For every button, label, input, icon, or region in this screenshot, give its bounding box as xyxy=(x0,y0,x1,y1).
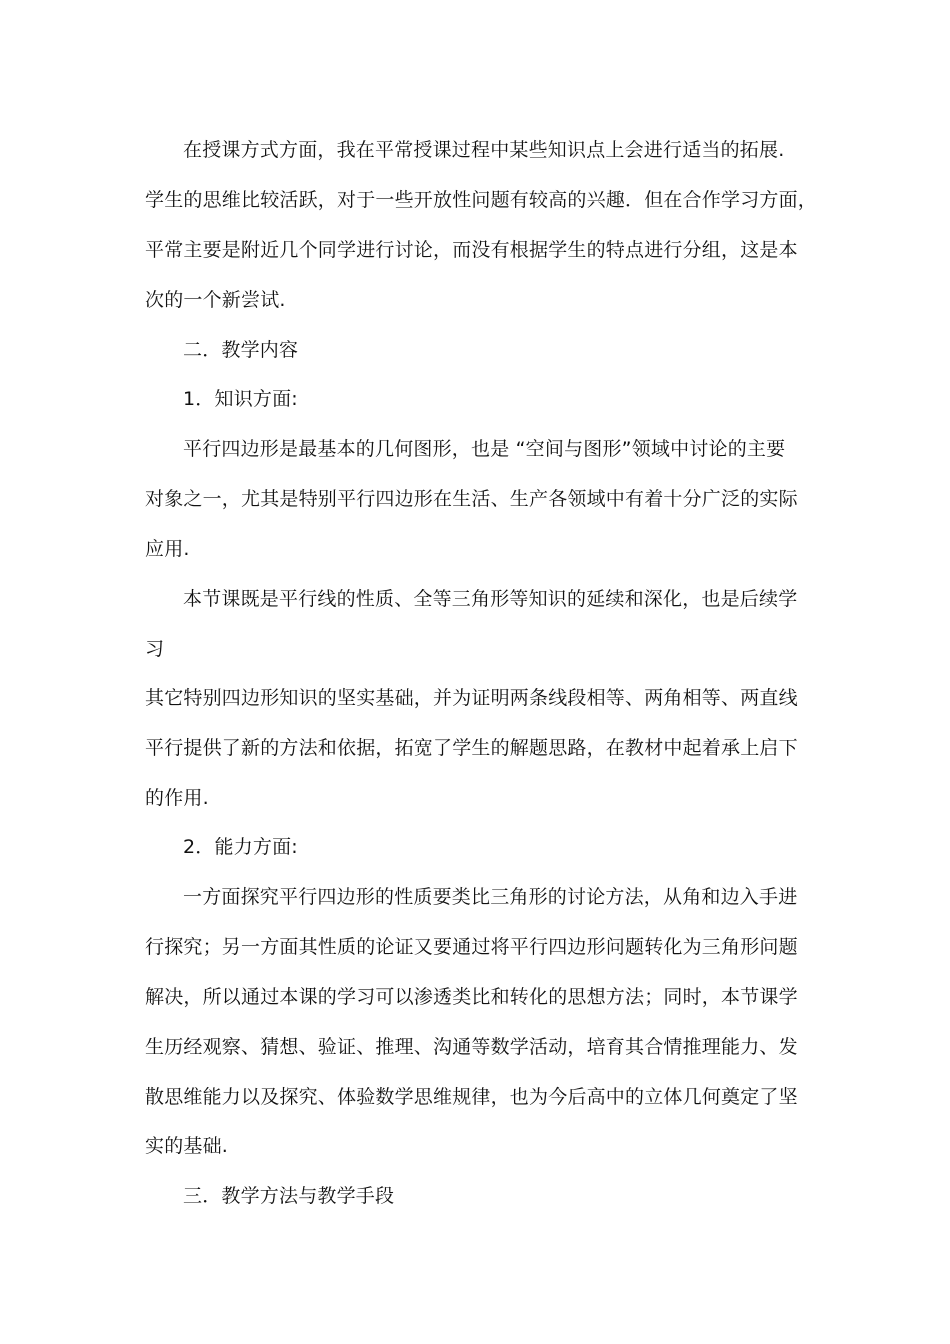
subsection-heading: 1．知识方面: xyxy=(183,388,298,410)
paragraph-line: 行探究；另一方面其性质的论证又要通过将平行四边形问题转化为三角形问题 xyxy=(145,936,798,958)
paragraph-line: 的作用. xyxy=(145,787,209,809)
paragraph-line: 解决，所以通过本课的学习可以渗透类比和转化的思想方法；同时，本节课学 xyxy=(145,986,798,1008)
paragraph-line: 本节课既是平行线的性质、全等三角形等知识的延续和深化，也是后续学 xyxy=(183,588,798,610)
paragraph-line: 学生的思维比较活跃，对于一些开放性问题有较高的兴趣．但在合作学习方面， xyxy=(145,189,818,211)
section-heading: 二．教学内容 xyxy=(183,339,299,361)
paragraph-line: 次的一个新尝试. xyxy=(145,289,286,311)
subsection-heading: 2．能力方面: xyxy=(183,836,298,858)
paragraph-line: 其它特别四边形知识的坚实基础，并为证明两条线段相等、两角相等、两直线 xyxy=(145,687,798,709)
paragraph-line: 生历经观察、猜想、验证、推理、沟通等数学活动，培育其合情推理能力、发 xyxy=(145,1036,798,1058)
paragraph-line: 平行提供了新的方法和依据，拓宽了学生的解题思路，在教材中起着承上启下 xyxy=(145,737,798,759)
paragraph-line: 在授课方式方面，我在平常授课过程中某些知识点上会进行适当的拓展. xyxy=(183,139,785,161)
paragraph-line: 习 xyxy=(145,638,165,660)
paragraph-line: 对象之一，尤其是特别平行四边形在生活、生产各领域中有着十分广泛的实际 xyxy=(145,488,798,510)
paragraph-line: 散思维能力以及探究、体验数学思维规律，也为今后高中的立体几何奠定了坚 xyxy=(145,1086,798,1108)
section-heading: 三．教学方法与教学手段 xyxy=(183,1185,395,1207)
paragraph-line: 应用. xyxy=(145,538,190,560)
paragraph-line: 一方面探究平行四边形的性质要类比三角形的讨论方法，从角和边入手进 xyxy=(183,886,798,908)
paragraph-line: 平行四边形是最基本的几何图形，也是 “空间与图形”领域中讨论的主要 xyxy=(183,438,786,460)
paragraph-line: 平常主要是附近几个同学进行讨论，而没有根据学生的特点进行分组，这是本 xyxy=(145,239,798,261)
paragraph-line: 实的基础. xyxy=(145,1135,229,1157)
